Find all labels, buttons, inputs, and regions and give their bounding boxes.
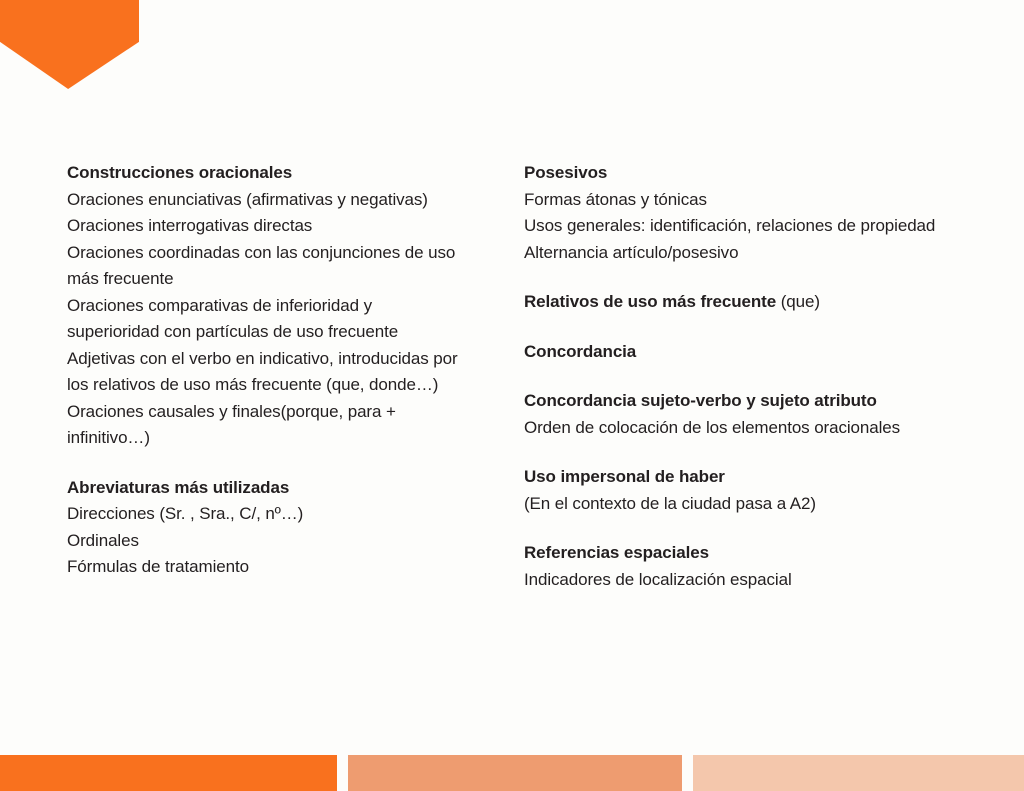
group-heading-suffix: (que) bbox=[776, 292, 820, 311]
content-group-abreviaturas-mas-utilizadas bbox=[67, 475, 467, 581]
content-group-posesivos bbox=[524, 160, 944, 266]
content-group-relativos-de-uso-mas-frecuente bbox=[524, 289, 944, 316]
group-line: Orden de colocación de los elementos oracionales bbox=[524, 417, 901, 437]
group-line: Adjetivas con el verbo en indicativo, introducidas por los relativos de uso más frecuente (que, donde…) bbox=[67, 348, 458, 394]
group-line: Oraciones interrogativas directas bbox=[67, 216, 313, 235]
group-line: Ordinales bbox=[67, 530, 139, 550]
group-heading-text: Concordancia sujeto-verbo y sujeto atributo bbox=[524, 391, 877, 410]
group-line: Usos generales: identificación, relaciones de propiedad bbox=[524, 216, 936, 235]
footer-accent-bars bbox=[0, 755, 1024, 791]
content-group-construcciones-oracionales bbox=[67, 160, 467, 452]
group-line: Fórmulas de tratamiento bbox=[67, 557, 249, 576]
group-heading bbox=[524, 160, 944, 187]
content-group-concordancia bbox=[524, 339, 944, 366]
group-heading-text: Referencias espaciales bbox=[524, 543, 709, 562]
footer-bar-secondary bbox=[348, 755, 682, 791]
group-heading-text: Relativos de uso más frecuente bbox=[524, 292, 777, 311]
group-heading-text: Posesivos bbox=[524, 163, 608, 182]
group-heading-text: Uso impersonal de haber bbox=[524, 467, 725, 486]
group-heading-text: Concordancia bbox=[524, 341, 637, 361]
group-heading bbox=[524, 339, 944, 366]
footer-bar-primary bbox=[0, 755, 337, 791]
group-line: Oraciones enunciativas (afirmativas y negativas) bbox=[67, 189, 428, 209]
group-line: Indicadores de localización espacial bbox=[524, 569, 792, 589]
group-heading: Abreviaturas más utilizadas bbox=[67, 477, 290, 497]
group-line: Oraciones coordinadas con las conjunciones de uso más frecuente bbox=[67, 242, 456, 288]
content-group-uso-impersonal-de-haber bbox=[524, 464, 944, 517]
content-group-referencias-espaciales bbox=[524, 540, 944, 593]
group-heading bbox=[524, 289, 944, 316]
group-heading: Construcciones oracionales bbox=[67, 163, 293, 182]
left-column bbox=[67, 160, 473, 581]
group-line: Oraciones causales y finales(porque, para + infinitivo…) bbox=[67, 401, 396, 447]
right-column bbox=[524, 160, 944, 593]
content-group-concordancia-sujeto-verbo bbox=[524, 388, 944, 441]
group-line: Formas átonas y tónicas bbox=[524, 189, 707, 209]
footer-bar-tertiary bbox=[693, 755, 1024, 791]
group-heading bbox=[524, 464, 944, 491]
group-line: (En el contexto de la ciudad pasa a A2) bbox=[524, 493, 816, 513]
group-line: Oraciones comparativas de inferioridad y superioridad con partículas de uso frecuente bbox=[67, 295, 399, 341]
group-heading bbox=[524, 540, 944, 567]
group-line: Direcciones (Sr. , Sra., C/, nº…) bbox=[67, 504, 304, 523]
group-line: Alternancia artículo/posesivo bbox=[524, 242, 739, 262]
group-heading bbox=[524, 388, 944, 415]
